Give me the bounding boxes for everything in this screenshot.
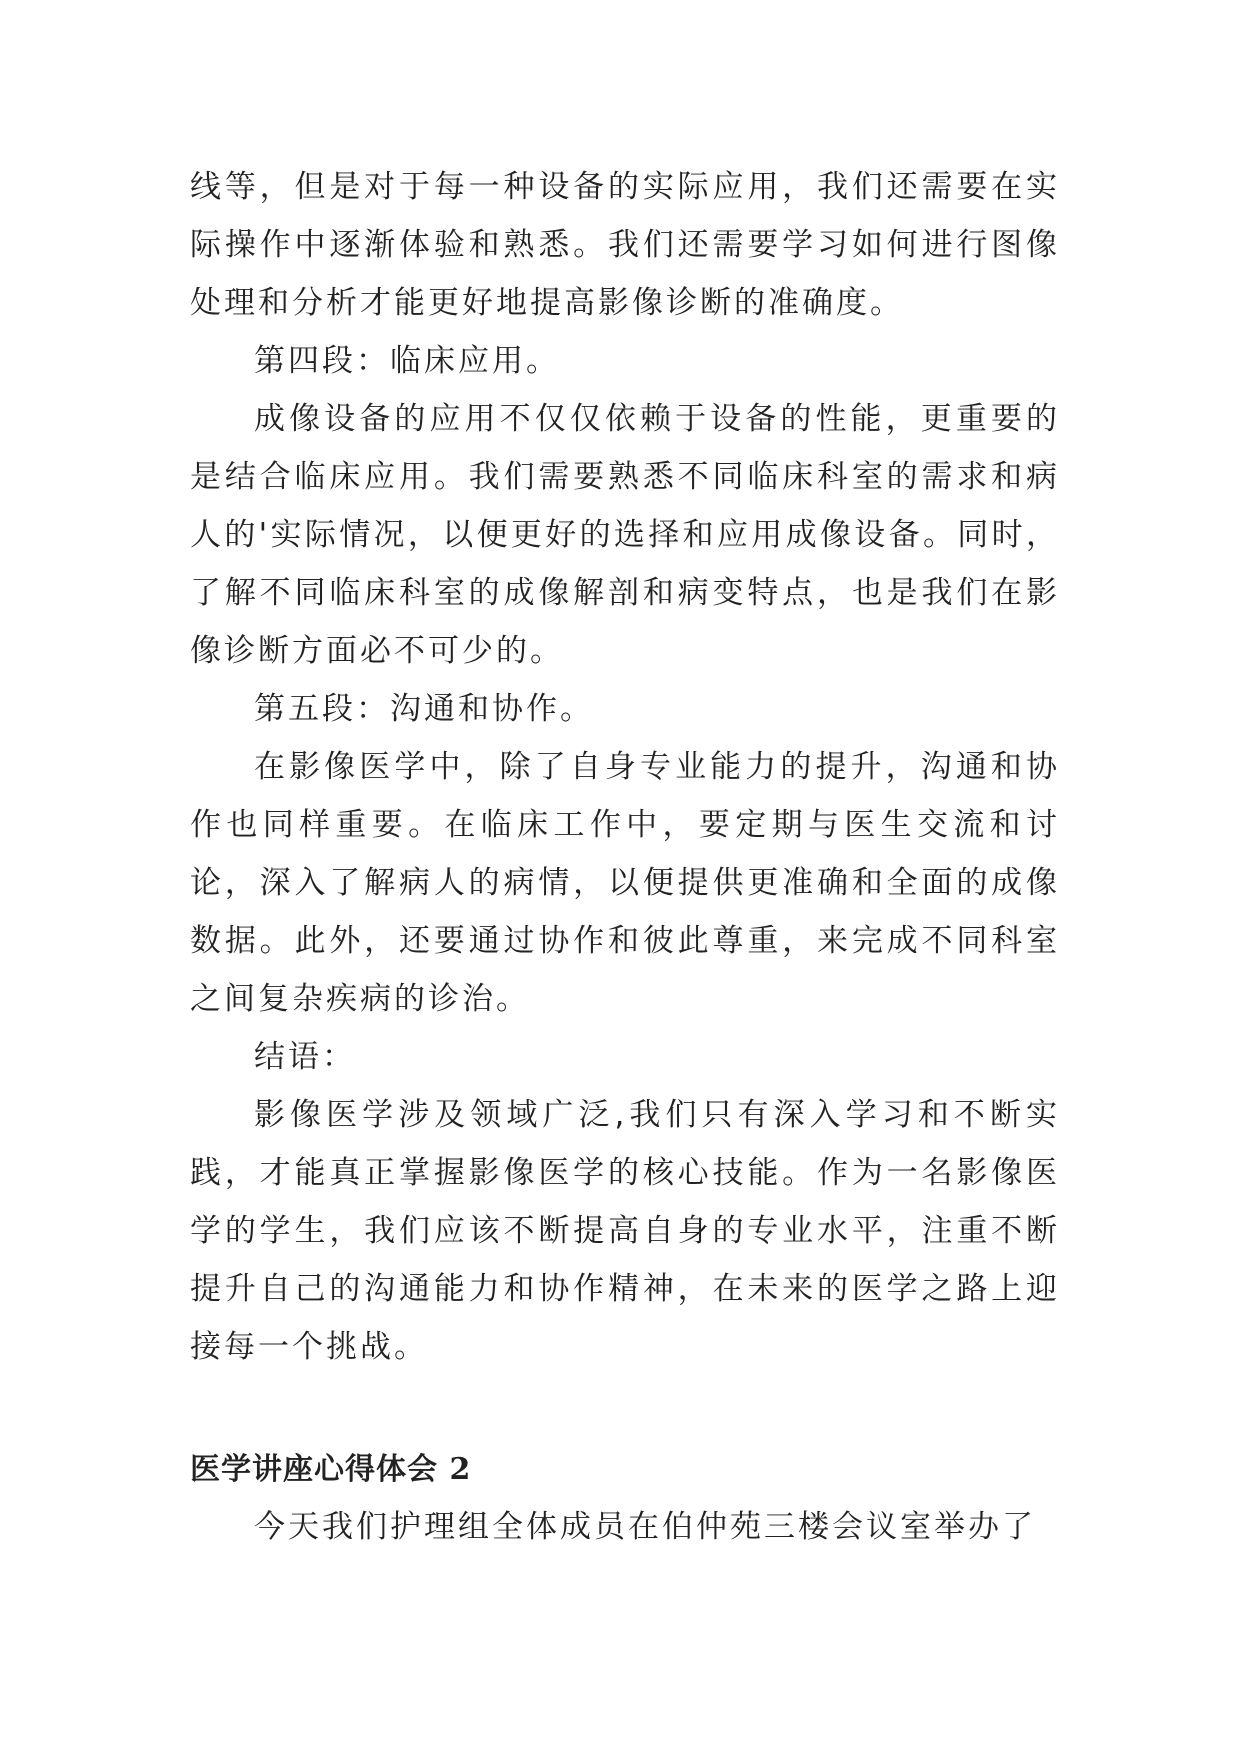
section-title: 医学讲座心得体会 2 xyxy=(190,1452,472,1487)
paragraph-equipment-practice: 线等，但是对于每一种设备的实际应用，我们还需要在实际操作中逐渐体验和熟悉。我们还需要学习如何进行图像处理和分析才能更好地提高影像诊断的准确度。 xyxy=(190,169,1060,321)
paragraph-section-intro: 今天我们护理组全体成员在伯仲苑三楼会议室举办了 xyxy=(254,1509,1036,1545)
paragraph-conclusion: 影像医学涉及领域广泛,我们只有深入学习和不断实践，才能真正掌握影像医学的核心技能。作为一名影像医学的学生，我们应该不断提高自身的专业水平，注重不断提升自己的沟通能力和协作精神，在未来的医学之路上迎接每一个挑战。 xyxy=(190,1097,1060,1365)
paragraph-communication-collaboration: 在影像医学中，除了自身专业能力的提升，沟通和协作也同样重要。在临床工作中，要定期与医生交流和讨论，深入了解病人的病情，以便提供更准确和全面的成像数据。此外，还要通过协作和彼此尊重，来完成不同科室之间复杂疾病的诊治。 xyxy=(190,749,1060,1017)
heading-communication-collaboration: 第五段：沟通和协作。 xyxy=(254,691,594,727)
heading-conclusion: 结语： xyxy=(254,1039,356,1075)
heading-clinical-application: 第四段：临床应用。 xyxy=(254,343,560,379)
document-body xyxy=(190,158,1060,1376)
paragraph-clinical-application: 成像设备的应用不仅仅依赖于设备的性能，更重要的是结合临床应用。我们需要熟悉不同临床科室的需求和病人的'实际情况，以便更好的选择和应用成像设备。同时，了解不同临床科室的成像解剖和病变特点，也是我们在影像诊断方面必不可少的。 xyxy=(190,401,1060,669)
section-body xyxy=(190,1498,1060,1556)
